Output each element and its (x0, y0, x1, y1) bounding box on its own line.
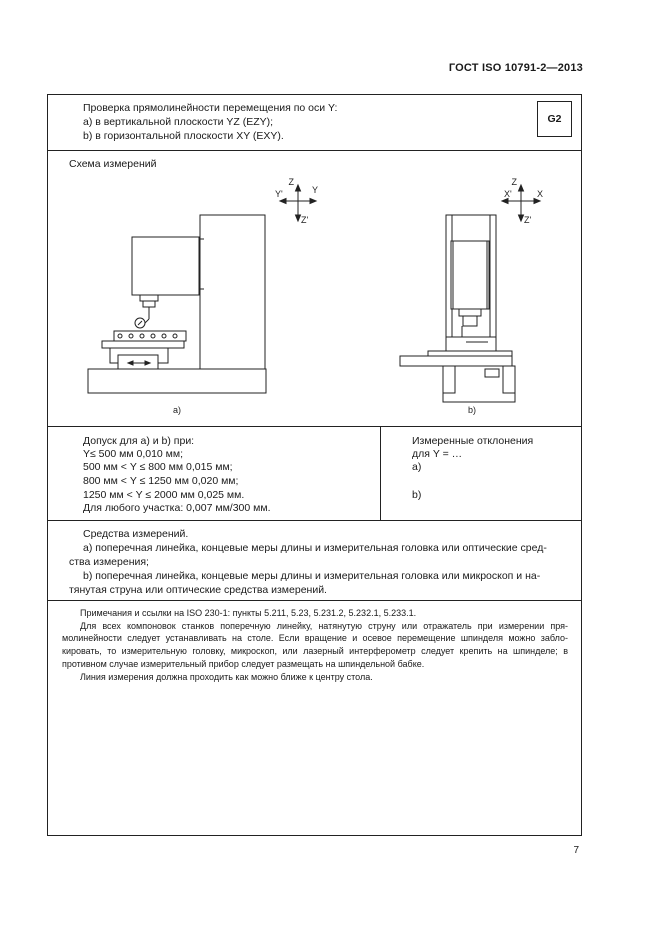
check-title: Проверка прямолинейности перемещения по оси Y: (83, 102, 338, 114)
instruments-b-line1: b) поперечная линейка, концевые меры длины и измерительная головка или микроскоп и на- (83, 570, 541, 582)
base-a (88, 369, 266, 393)
note-paragraph-1: Для всех компоновок станков поперечную линейку, натянутую струну или отражатель при измерении пря-молинейности следует устанавливать на столе. Если вращение и осевое перемещение шпинделя можно забло-кировать, то измерительную головку, микроскоп, или лазерный интерферометр следует крепить на шпинделе; в противном случае измерительный прибор следует размещать на шпиндельной бабке. (62, 620, 568, 669)
check-code: G2 (547, 113, 562, 125)
spindle-head-a (132, 237, 199, 295)
instruments-a-line1: а) поперечная линейка, концевые меры длины и измерительная головка или оптические сред- (83, 542, 547, 554)
axis-label-b-x: X (537, 189, 544, 199)
tolerance-line-2: 500 мм < Y ≤ 800 мм 0,015 мм; (83, 461, 233, 473)
axis-label-a-z: Z (288, 177, 294, 187)
schema-title: Схема измерений (69, 158, 157, 170)
divider-after-tolerance (48, 520, 581, 521)
tolerance-line-4: 1250 мм < Y ≤ 2000 мм 0,025 мм. (83, 489, 245, 501)
measured-b: b) (412, 489, 422, 501)
divider-after-instruments (48, 600, 581, 601)
axis-label-a-y: Y (312, 185, 319, 195)
measured-subtitle: для Y = … (412, 448, 463, 460)
tolerance-line-3: 800 мм < Y ≤ 1250 мм 0,020 мм; (83, 475, 239, 487)
axis-symbol-a (280, 185, 319, 221)
spindle-head-b (451, 241, 489, 309)
base-b (443, 366, 515, 402)
tolerance-column-divider (380, 426, 381, 520)
notes-block (62, 607, 568, 683)
caption-b: b) (467, 405, 477, 415)
note-paragraph-0: Примечания и ссылки на ISO 230-1: пункты 5.211, 5.23, 5.231.2, 5.232.1, 5.233.1. (80, 608, 417, 618)
test-sheet-frame (47, 94, 582, 836)
standard-designation: ГОСТ ISO 10791-2—2013 (448, 62, 583, 74)
tolerance-line-0: Допуск для а) и b) при: (83, 435, 195, 447)
straightedge-b (446, 337, 496, 351)
axis-label-b-z: Z (511, 177, 517, 187)
axis-label-b-z-prime: Z' (524, 215, 532, 225)
measurement-schema-diagrams (48, 151, 581, 427)
column-a (200, 215, 265, 369)
instruments-b-line2: тянутая струна или оптические средства измерений. (69, 584, 327, 596)
measured-a: а) (412, 461, 422, 473)
note-paragraph-2: Линия измерения должна проходить как можно ближе к центру стола. (80, 671, 373, 682)
check-item-b: b) в горизонтальной плоскости XY (EXY). (83, 130, 284, 142)
check-code-box (537, 101, 572, 137)
diagram-a (88, 185, 319, 393)
tolerance-line-1: Y≤ 500 мм 0,010 мм; (83, 448, 184, 460)
caption-a: а) (172, 405, 182, 415)
tolerance-line-5: Для любого участка: 0,007 мм/300 мм. (83, 502, 271, 514)
page-number: 7 (573, 845, 579, 856)
axis-label-a-z-prime: Z' (301, 215, 309, 225)
diagram-b (400, 185, 540, 402)
axis-label-a-y-prime: Y' (275, 189, 283, 199)
instruments-a-line2: ства измерения; (69, 556, 149, 568)
axis-label-b-x-prime: X' (504, 189, 512, 199)
straightedge-a (114, 331, 186, 341)
table-a (102, 341, 184, 348)
divider-after-schema (48, 426, 581, 427)
instruments-title: Средства измерений. (83, 528, 189, 540)
measured-title: Измеренные отклонения (412, 435, 534, 447)
check-item-a: а) в вертикальной плоскости YZ (EZY); (83, 116, 274, 128)
